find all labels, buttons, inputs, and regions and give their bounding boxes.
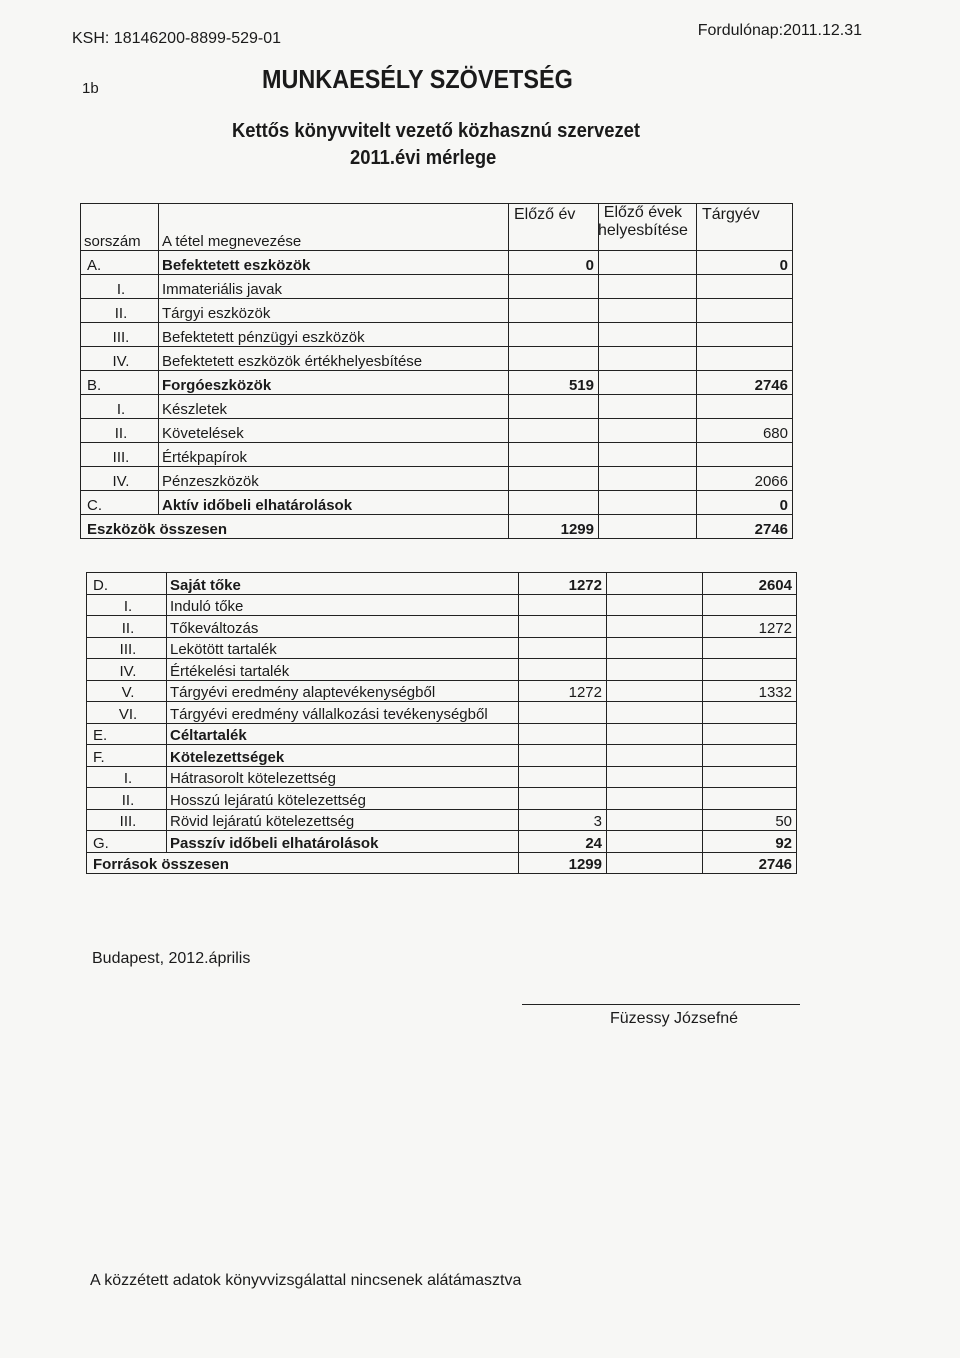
cell-no: III. [87,637,167,659]
cell-no: E. [87,723,167,745]
cell-prev: 1272 [519,573,607,595]
cell-no: II. [81,419,159,443]
cell-name: Tárgyévi eredmény alaptevékenységből [167,680,519,702]
cell-no: IV. [81,347,159,371]
cell-cur [703,594,797,616]
cell-no: I. [87,766,167,788]
cell-cur [703,702,797,724]
cell-no: I. [81,395,159,419]
cell-name: Induló tőke [167,594,519,616]
cell-name: Tőkeváltozás [167,616,519,638]
audit-note: A közzétett adatok könyvvizsgálattal nincsenek alátámasztva [90,1272,522,1289]
cell-adj [599,395,697,419]
cell-adj [607,766,703,788]
cell-prev: 1272 [519,680,607,702]
cell-cur [703,745,797,767]
column-header-adjustment-line1: Előző évek [603,204,683,221]
cell-no: IV. [81,467,159,491]
cell-no: II. [81,299,159,323]
cell-cur: 0 [697,251,793,275]
cell-cur [703,788,797,810]
assets-table [80,203,793,539]
liability-row [87,659,797,681]
liability-row [87,594,797,616]
asset-row [81,275,793,299]
header-cell-prev [509,204,599,251]
cell-name: Értékelési tartalék [167,659,519,681]
cell-no: C. [81,491,159,515]
cell-adj [599,443,697,467]
cell-prev [509,275,599,299]
liabilities-table [86,572,797,874]
cell-name: Hosszú lejáratú kötelezettség [167,788,519,810]
cell-adj [599,491,697,515]
asset-row [81,371,793,395]
cell-no: III. [81,443,159,467]
asset-row [81,515,793,539]
cell-name: Kötelezettségek [167,745,519,767]
liability-row [87,723,797,745]
column-header-adjustment-line2: helyesbítése [598,222,688,239]
form-code: 1b [82,80,99,97]
cell-name: Befektetett eszközök értékhelyesbítése [159,347,509,371]
cell-name: Passzív időbeli elhatárolások [167,831,519,853]
cell-no: G. [87,831,167,853]
cell-name: Hátrasorolt kötelezettség [167,766,519,788]
cell-prev [519,594,607,616]
cell-name: Befektetett pénzügyi eszközök [159,323,509,347]
cell-adj [607,745,703,767]
cell-adj [607,573,703,595]
cell-prev [519,723,607,745]
liability-row [87,852,797,874]
cell-no: I. [87,594,167,616]
signature-line [522,1004,800,1005]
ksh-number: KSH: 18146200-8899-529-01 [72,30,282,47]
asset-row [81,299,793,323]
cell-prev: 1299 [519,852,607,874]
cell-adj [599,323,697,347]
cell-name: Rövid lejáratú kötelezettség [167,809,519,831]
cell-cur: 680 [697,419,793,443]
cell-prev [509,323,599,347]
column-header-no: sorszám [81,204,159,251]
signatory-name: Füzessy Józsefné [610,1010,739,1027]
reporting-date: Fordulónap:2011.12.31 [697,22,862,39]
cell-adj [599,251,697,275]
cell-name: Forgóeszközök [159,371,509,395]
column-header-name: A tétel megnevezése [159,204,509,251]
cell-adj [599,419,697,443]
cell-cur [703,637,797,659]
cell-no: V. [87,680,167,702]
cell-name: Immateriális javak [159,275,509,299]
cell-name: Tárgyi eszközök [159,299,509,323]
cell-cur: 2746 [697,515,793,539]
cell-prev [519,616,607,638]
cell-prev [519,659,607,681]
cell-adj [607,723,703,745]
document-title: 2011.évi mérlege [350,147,497,169]
cell-prev [509,347,599,371]
cell-adj [607,852,703,874]
cell-prev [509,491,599,515]
liability-row [87,637,797,659]
cell-no: VI. [87,702,167,724]
cell-prev [509,419,599,443]
cell-adj [599,299,697,323]
document-subtitle: Kettős könyvvitelt vezető közhasznú szervezet [232,120,641,142]
cell-prev [509,299,599,323]
cell-name: Pénzeszközök [159,467,509,491]
liability-row [87,616,797,638]
cell-prev [509,395,599,419]
asset-row [81,395,793,419]
cell-adj [607,680,703,702]
cell-adj [599,515,697,539]
column-header-current-year: Tárgyév [702,206,760,223]
cell-cur [697,299,793,323]
cell-no: D. [87,573,167,595]
cell-cur: 0 [697,491,793,515]
cell-name: Aktív időbeli elhatárolások [159,491,509,515]
cell-name: Lekötött tartalék [167,637,519,659]
cell-prev [519,766,607,788]
cell-no: III. [87,809,167,831]
cell-adj [607,637,703,659]
cell-cur: 2604 [703,573,797,595]
place-and-date: Budapest, 2012.április [92,950,251,967]
cell-cur [697,347,793,371]
asset-row [81,467,793,491]
cell-cur [697,443,793,467]
asset-row [81,323,793,347]
header-cell-adj [599,204,697,251]
cell-adj [607,809,703,831]
liability-row [87,831,797,853]
cell-prev [509,443,599,467]
cell-adj [607,702,703,724]
cell-adj [599,347,697,371]
cell-adj [607,788,703,810]
liability-row [87,702,797,724]
asset-row [81,347,793,371]
cell-adj [607,831,703,853]
cell-no: B. [81,371,159,395]
liability-row [87,766,797,788]
cell-prev [519,702,607,724]
cell-name: Értékpapírok [159,443,509,467]
cell-cur: 92 [703,831,797,853]
column-header-prev-year: Előző év [514,206,576,223]
cell-no: IV. [87,659,167,681]
cell-adj [599,371,697,395]
cell-prev: 0 [509,251,599,275]
cell-cur: 1332 [703,680,797,702]
cell-adj [599,467,697,491]
cell-name: Befektetett eszközök [159,251,509,275]
liability-row [87,788,797,810]
cell-no: II. [87,788,167,810]
asset-row [81,419,793,443]
cell-adj [607,659,703,681]
cell-prev [519,788,607,810]
cell-cur: 50 [703,809,797,831]
cell-cur [703,659,797,681]
asset-row [81,491,793,515]
liability-row [87,745,797,767]
cell-no: I. [81,275,159,299]
cell-name: Eszközök összesen [81,515,509,539]
cell-name: Források összesen [87,852,519,874]
cell-cur: 2746 [697,371,793,395]
cell-adj [599,275,697,299]
cell-adj [607,594,703,616]
cell-prev: 1299 [509,515,599,539]
cell-cur [703,723,797,745]
cell-cur [697,323,793,347]
cell-no: II. [87,616,167,638]
cell-name: Készletek [159,395,509,419]
assets-header-row [81,204,793,251]
cell-name: Saját tőke [167,573,519,595]
cell-no: A. [81,251,159,275]
cell-cur: 2066 [697,467,793,491]
liability-row [87,573,797,595]
cell-no: III. [81,323,159,347]
cell-cur [697,275,793,299]
cell-name: Követelések [159,419,509,443]
organization-name: MUNKAESÉLY SZÖVETSÉG [262,64,573,94]
cell-cur: 1272 [703,616,797,638]
cell-prev [519,637,607,659]
cell-prev: 24 [519,831,607,853]
cell-prev: 519 [509,371,599,395]
liability-row [87,680,797,702]
cell-cur [703,766,797,788]
cell-cur: 2746 [703,852,797,874]
cell-prev [509,467,599,491]
cell-prev: 3 [519,809,607,831]
cell-cur [697,395,793,419]
cell-no: F. [87,745,167,767]
cell-prev [519,745,607,767]
cell-adj [607,616,703,638]
cell-name: Céltartalék [167,723,519,745]
liability-row [87,809,797,831]
cell-name: Tárgyévi eredmény vállalkozási tevékenységből [167,702,519,724]
asset-row [81,443,793,467]
asset-row [81,251,793,275]
header-cell-cur [697,204,793,251]
